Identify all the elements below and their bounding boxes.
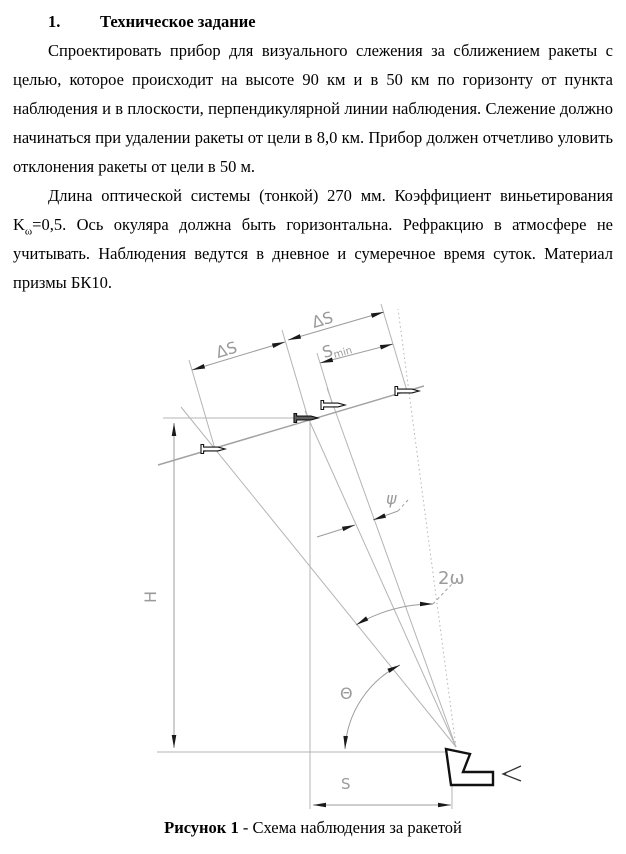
label-psi: ψ (386, 489, 397, 508)
psi-angle-leader-dashed (398, 500, 408, 511)
figure-observation-scheme (0, 297, 626, 812)
label-theta: Θ (340, 684, 353, 703)
extension-line-rocket1 (189, 360, 215, 449)
extension-line-rocket4 (381, 304, 407, 391)
figure-caption-text: - Схема наблюдения за ракетой (238, 818, 462, 837)
extension-line-target (282, 330, 308, 418)
section-heading (13, 7, 613, 36)
section-number: 1. (48, 12, 61, 31)
label-two-omega: 2ω (438, 568, 465, 589)
label-delta-s-left: ΔS (213, 337, 240, 362)
sight-line-target (305, 411, 456, 747)
text-block (0, 0, 626, 297)
label-distance-s: S (341, 775, 351, 793)
paragraph-optics-part1: Длина оптической системы (тонкой) 270 мм. Коэффициент виньетирования K (13, 186, 613, 234)
section-title: Техническое задание (100, 12, 256, 31)
observation-scheme-drawing (0, 297, 626, 812)
sight-line-rocket1 (181, 407, 456, 747)
paragraph-optics-part2: =0,5. Ось окуляра должна быть горизонтальна. Рефракцию в атмосфере не учитывать. Наблюдения ведутся в дневное и сумеречное время суток. Материал призмы БК10. (13, 215, 613, 292)
psi-angle-leader-right (373, 511, 398, 520)
prism-icon (446, 749, 493, 785)
eye-icon (503, 766, 521, 781)
psi-angle-leader-left (317, 525, 355, 537)
vignetting-subscript: ω (24, 225, 33, 238)
label-s-min: Smin (319, 340, 354, 362)
figure-caption (0, 818, 626, 838)
label-delta-s-right: ΔS (309, 307, 336, 332)
paragraph-task: Спроектировать прибор для визуального слежения за сближением ракеты с целью, которое происходит на высоте 90 км и в 50 км по горизонту от пункта наблюдения и в плоскости, перпендикулярной линии наблюдения. Слежение должно начинаться при удалении ракеты от цели в 8,0 км. Прибор должен отчетливо уловить отклонения ракеты от цели в 50 м. (13, 41, 613, 176)
dimension-delta-s-right (288, 312, 384, 340)
rocket-icon-position3 (321, 401, 345, 410)
two-omega-angle-arc (356, 604, 433, 625)
label-height-h: H (141, 590, 160, 604)
figure-caption-label: Рисунок 1 (164, 818, 239, 837)
theta-angle-arc (345, 665, 400, 749)
rocket-trajectory-line (158, 386, 424, 465)
paragraph-optics (13, 181, 613, 297)
